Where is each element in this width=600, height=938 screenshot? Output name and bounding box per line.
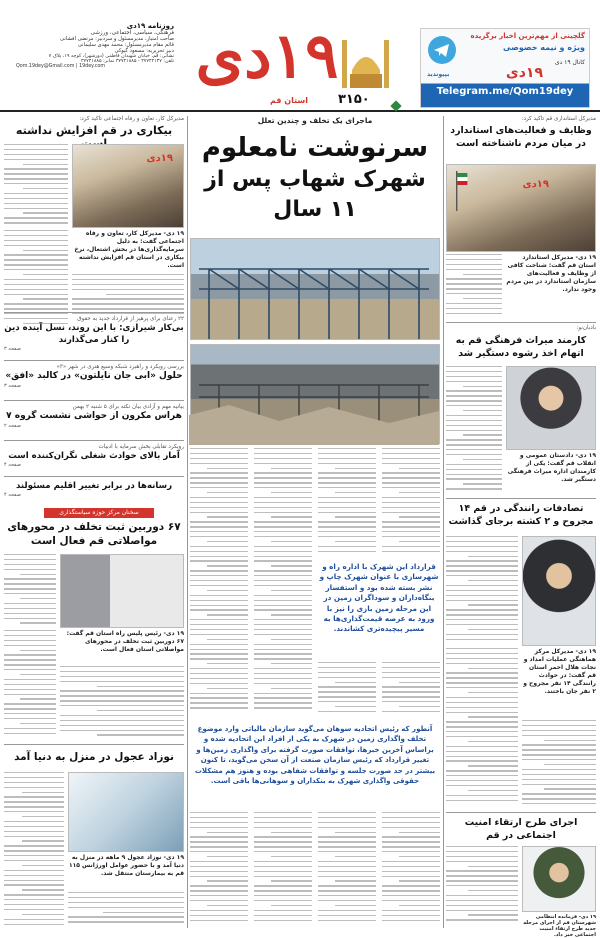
left-story1-text-a bbox=[4, 144, 68, 228]
left-story2-text-b bbox=[4, 630, 56, 740]
brief-title: رسانه‌ها در برابر تغییر اقلیم مسئولند bbox=[15, 481, 173, 491]
brief-kicker: ۲۲ رعنای برای پرهیز از قرارداد جدید به حقوق bbox=[77, 316, 184, 322]
left-story1-photo bbox=[72, 144, 184, 228]
telegram-banner[interactable] bbox=[420, 28, 590, 108]
left-story3-text-a bbox=[4, 772, 64, 928]
brief-title: هراس مکرون از حواشی نشست گروه ۷ bbox=[6, 411, 182, 421]
left-story2-text-a bbox=[4, 554, 56, 628]
right-story3-text-b bbox=[446, 648, 518, 808]
brief-item[interactable] bbox=[4, 360, 184, 400]
left-divider bbox=[4, 744, 184, 745]
logo bbox=[186, 19, 348, 102]
brief-kicker: بیانیه مهم و آزادی بیان نکته برای ۵ شنبه ۲ بهمن bbox=[72, 404, 184, 410]
right-story3-text-c bbox=[522, 720, 596, 808]
photo-watermark: ۱۹دی bbox=[522, 179, 549, 190]
masthead bbox=[0, 0, 600, 112]
telegram-icon bbox=[427, 35, 457, 65]
lead-headline-2[interactable]: شهرک شهاب پس از ۱۱ سال bbox=[204, 167, 426, 222]
lead-kicker: ماجرای یک تخلف و چندین تعلل bbox=[257, 116, 373, 125]
banner-line2: گلچینی از مهم‌ترین اخبار برگزیده bbox=[470, 32, 585, 40]
banner-url[interactable]: Telegram.me/Qom19dey bbox=[436, 86, 574, 97]
left-story2-caption: ۱۹ دی- رئیس پلیس راه استان قم گفت: ۶۷ دوربین ثبت تخلف در محورهای مواصلاتی استان فعال است. bbox=[66, 630, 184, 653]
lead-text-col1 bbox=[190, 448, 248, 718]
right-story3-text-a bbox=[446, 536, 518, 646]
right-column bbox=[446, 116, 596, 938]
construction-frame-icon bbox=[189, 239, 439, 341]
address: نشانی: قم، خیابان شهیدان فاطمی (دورشهر)، کوچه ۱۹، پلاک ۷ bbox=[48, 54, 174, 59]
right-story2-caption: ۱۹ دی- دادستان عمومی و انقلاب قم گفت: یکی از کارمندان اداره میراث فرهنگی دستگیر شد. bbox=[507, 452, 596, 483]
paper-subtitle: فرهنگی، سیاسی، اجتماعی، ورزشی bbox=[90, 30, 174, 36]
lead-text-col2 bbox=[254, 448, 312, 718]
right-story1-photo bbox=[446, 164, 596, 252]
left-story2-photo bbox=[60, 554, 184, 628]
right-story3-title[interactable]: تصادفات رانندگی در قم ۱۴ مجروح و ۲ کشته برجای گذاشت bbox=[448, 503, 594, 527]
green-diamond bbox=[390, 100, 401, 111]
briefs-list bbox=[4, 312, 184, 504]
right-divider-2 bbox=[446, 812, 596, 813]
email[interactable]: Qom.19dey@Gmail.com | 19dey.com bbox=[16, 64, 106, 69]
section-label: سخنان مرکز حوزه سیاستگذاری bbox=[44, 508, 154, 518]
editor-name: دبیر تحریریه: مسعود گیوکی bbox=[114, 48, 174, 54]
brief-title: حلول «ابی جان نایلتون» در کالبد «افق» bbox=[5, 371, 183, 381]
left-story1-kicker: مدیرکل کار، تعاون و رفاه اجتماعی تاکید کرد: bbox=[79, 116, 184, 122]
brief-page: صفحه ۲ bbox=[4, 423, 21, 429]
left-story2-text-c bbox=[60, 666, 184, 740]
lead-text-col3b bbox=[318, 662, 376, 718]
issue-number: ۳۱۵۰ bbox=[338, 92, 370, 107]
right-story1-title[interactable]: وظایف و فعالیت‌های استاندارد در میان مردم ناشناخته است bbox=[450, 125, 592, 149]
lead-text-bottom4 bbox=[382, 812, 440, 928]
banner-line1: کانال ۱۹ دی bbox=[554, 59, 585, 66]
lead-headline-1[interactable]: سرنوشت نامعلوم bbox=[201, 133, 429, 163]
brief-title: بی‌کار شیرازی: با این روند، نسل آینده دین را کنار می‌گذارند bbox=[4, 323, 184, 345]
brief-title: آمار بالای حوادث شغلی نگران‌کننده است bbox=[8, 451, 180, 461]
right-divider-1 bbox=[446, 498, 596, 499]
left-column bbox=[4, 116, 184, 932]
column-rule-left bbox=[187, 116, 188, 928]
right-story4-title[interactable]: اجرای طرح ارتقاء امنیت اجتماعی در قم bbox=[464, 817, 578, 841]
lead-text-col4b bbox=[382, 662, 440, 718]
edition-label: استان قم bbox=[270, 96, 309, 105]
left-story3-text-b bbox=[68, 892, 184, 928]
left-story1-caption: ۱۹ دی- مدیرکل کار، تعاون و رفاه اجتماعی گفت: به دلیل سرمایه‌گذاری‌ها در بخش اشتغال، نرخ بیکاری در استان قم افزایش نداشته است. bbox=[74, 230, 184, 269]
flag-icon bbox=[455, 171, 469, 211]
lead-pullquote: قرارداد این شهرک با اداره راه و شهرسازی با عنوان شهرک چاپ و نشر بسته شده بود و استفسار بنگاه‌داران و سوداگران زمین در این مرحله زمین بازی را نیز با ورود به عرصه قیمت‌گذاری‌ها به مسیر پیچیده‌تری کشاندند. bbox=[319, 562, 439, 634]
right-story2-text-a bbox=[446, 366, 502, 496]
lead-text-bottom2 bbox=[254, 812, 312, 928]
right-story1-caption: ۱۹ دی- مدیرکل استاندارد استان قم گفت: شناخت کافی از وظایف و فعالیت‌های سازمان استاندارد در بین مردم وجود ندارد. bbox=[506, 254, 596, 293]
right-story3-photo bbox=[522, 536, 596, 646]
lead-photo-1 bbox=[190, 238, 440, 340]
lead-text-col3 bbox=[318, 448, 376, 558]
lead-bottom-quote: آنطور که رئیس اتحادیه سوهان می‌گوید سازمان مالیاتی وارد موضوع تخلف واگذاری زمین در شهرک به یکی از افراد این اتحادیه شده و براساس آخرین خبرها، توافقات صورت گرفته برای واگذاری زمین‌ها و تغییر قرارداد که رئیس سازمان صنعت از آن سخن می‌گوید، تا کنون بیشتر در حد صورت جلسه و توافقات شفاهی بوده و هنوز هم مشکلات حقوقی واگذاری شهرک به بنکداران و سوهانی‌ها باقی است. bbox=[194, 725, 436, 786]
photo-watermark: ۱۹دی bbox=[146, 153, 173, 164]
right-story2-kicker: بادبان‌نو: bbox=[446, 322, 596, 331]
brief-page: صفحه ۴ bbox=[4, 462, 21, 468]
logo-text: ۱۹دی bbox=[195, 19, 339, 92]
deputy-name: قائم مقام مدیرمسئول: محمد مهدی سلیمانی bbox=[77, 42, 174, 48]
publisher-info bbox=[16, 22, 174, 104]
brief-kicker: رویکرد تقابلی بخش سرمایه با ادبیات bbox=[98, 444, 184, 450]
left-story1-text-c bbox=[72, 274, 184, 314]
left-story1-title[interactable]: بیکاری در قم افزایش نداشته bbox=[15, 124, 173, 137]
brief-item[interactable] bbox=[4, 312, 184, 360]
right-story2-title[interactable]: کارمند میراث فرهنگی قم به اتهام اخذ رشوه دستگیر شد bbox=[455, 335, 587, 359]
banner-join: بپیوندید bbox=[427, 71, 450, 78]
left-story3-caption: ۱۹ دی- نوزاد عجول ۹ ماهه در منزل به دنیا آمد و با حضور عوامل اورژانس ۱۱۵ قم به بیمارستان منتقل شد. bbox=[68, 854, 184, 877]
lead-text-bottom3 bbox=[318, 812, 376, 928]
lead-story bbox=[190, 116, 440, 932]
left-story3-title[interactable]: نوزاد عجول در منزل به دنیا آمد bbox=[14, 751, 174, 763]
right-story3-caption: ۱۹ دی- مدیرکل مرکز هماهنگی عملیات امداد و نجات هلال احمر استان قم گفت: در حوادث رانندگی ۱۴ نفر مجروح و ۲ نفر جان باختند. bbox=[523, 648, 596, 695]
publisher-name: صاحب امتیاز، مدیرمسئول و سردبیر: مرتضی افشانی bbox=[60, 36, 174, 42]
left-story3-photo bbox=[68, 772, 184, 852]
right-story4-caption: ۱۹ دی- فرمانده انتظامی شهرستان قم از اجرای مرحله جدید طرح ارتقاء امنیت اجتماعی خبر داد. bbox=[523, 914, 596, 938]
left-story2-title[interactable]: ۶۷ دوربین ثبت تخلف در محورهای مواصلاتی قم فعال است bbox=[7, 521, 181, 547]
banner-line3: ویژه و نیمه خصوصی bbox=[503, 43, 585, 52]
lead-text-col4 bbox=[382, 448, 440, 558]
brief-item[interactable] bbox=[4, 440, 184, 476]
right-story4-text-a bbox=[446, 846, 518, 928]
debris-icon bbox=[189, 345, 439, 445]
lead-text-bottom1 bbox=[190, 812, 248, 928]
column-rule-right bbox=[443, 116, 444, 928]
right-story1-kicker: مدیرکل استانداری قم تاکید کرد: bbox=[521, 116, 596, 122]
right-story2-photo bbox=[506, 366, 596, 450]
brief-page: صفحه ۳ bbox=[4, 383, 21, 389]
brief-item[interactable] bbox=[4, 400, 184, 440]
phone: تلفن: ۳۷۷۴۲۱۳۷ - ۳۷۷۴۱۸۸۵ نمابر: ۳۷۷۴۱۸۸۵ bbox=[80, 59, 174, 64]
lead-photo-2 bbox=[190, 344, 440, 444]
brief-item[interactable] bbox=[4, 476, 184, 504]
issue-line: روزنامه ۱۹دی bbox=[126, 22, 174, 30]
banner-brand: ۱۹دی bbox=[505, 65, 543, 81]
mosque-icon bbox=[336, 34, 396, 92]
brief-page: صفحه ۴ bbox=[4, 492, 21, 498]
brief-page: صفحه ۳ bbox=[4, 346, 21, 352]
right-story1-text-a bbox=[446, 254, 502, 320]
brief-kicker: بررسی رویکرد و راهبرد شبکه وسیع هنری در شهر «۳» bbox=[56, 364, 184, 370]
right-story4-photo bbox=[522, 846, 596, 912]
